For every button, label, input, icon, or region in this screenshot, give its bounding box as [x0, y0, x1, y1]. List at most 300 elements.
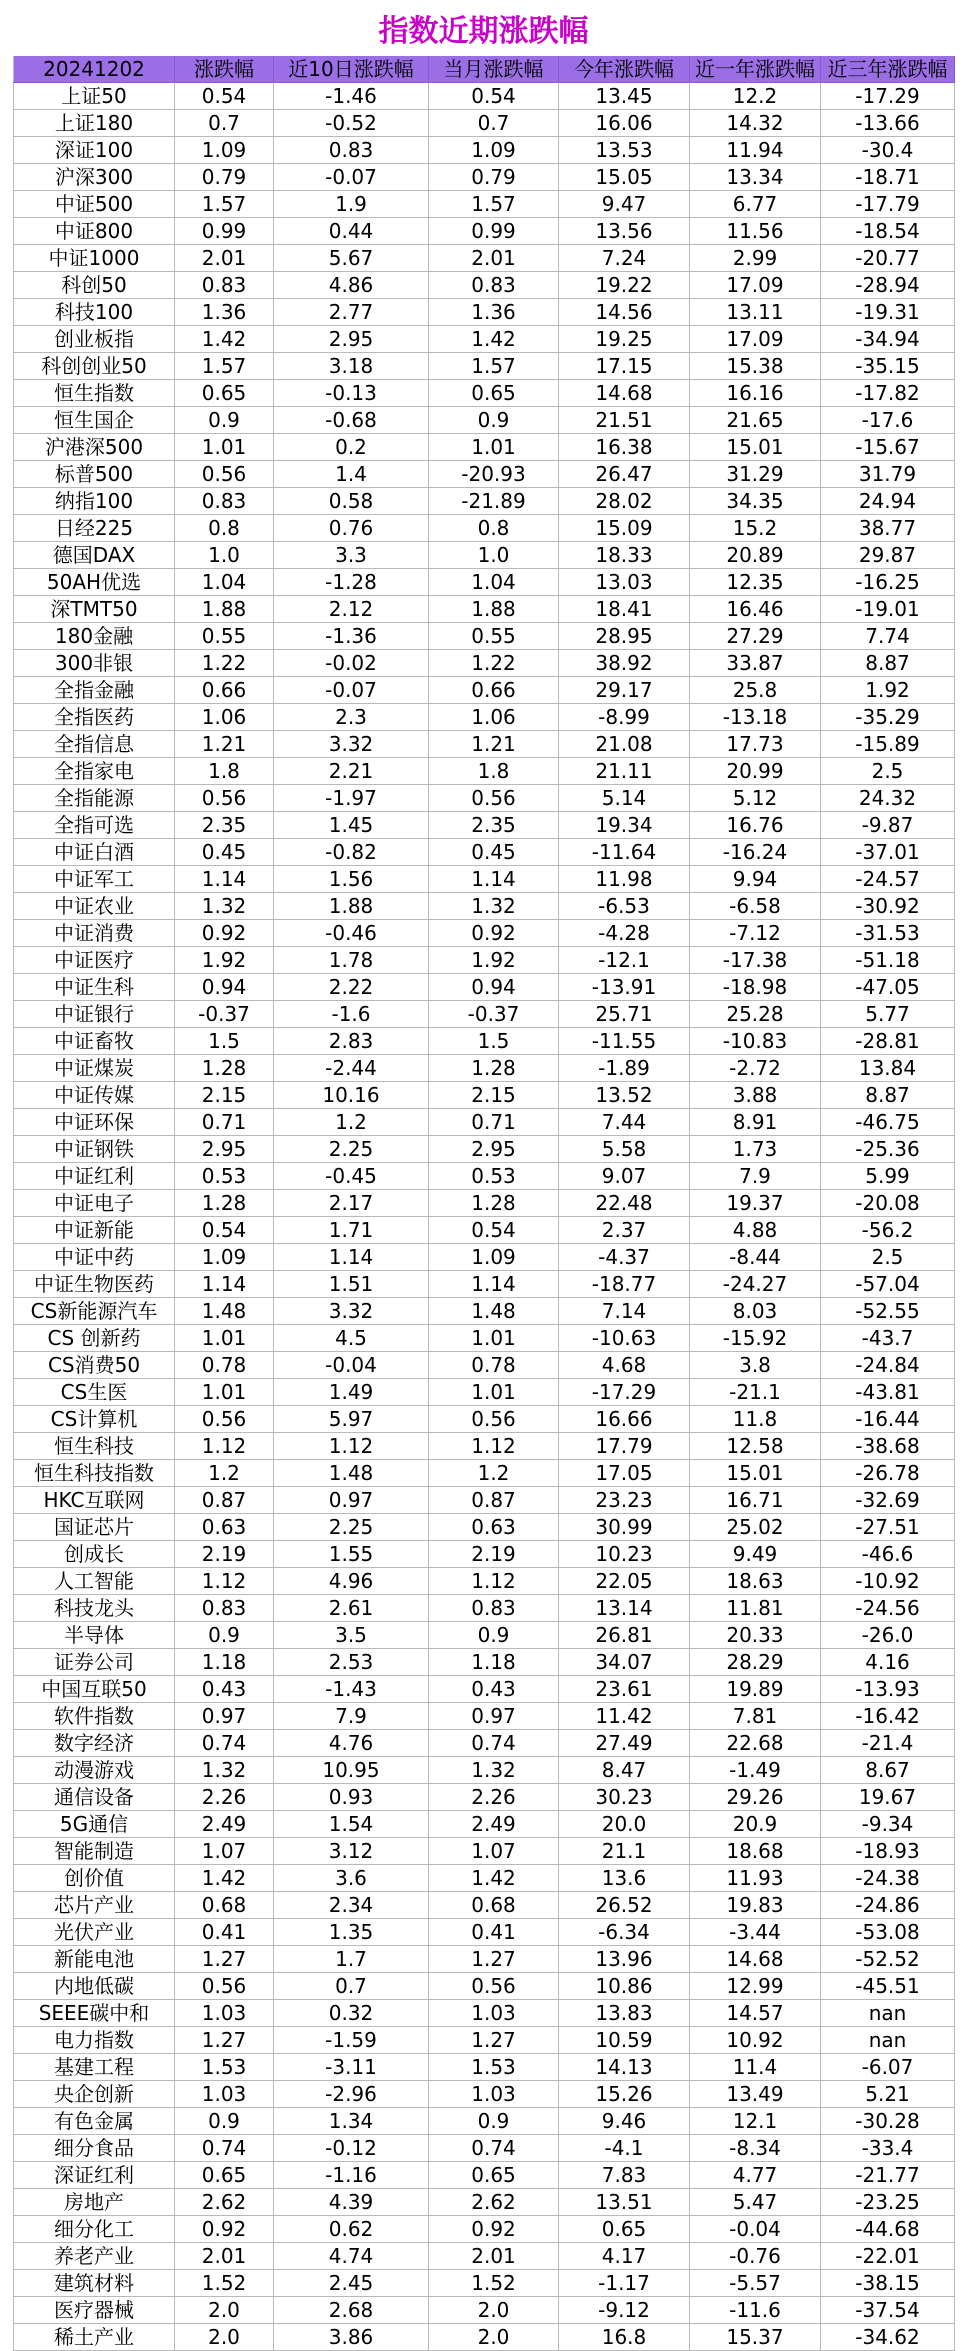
table-row — [14, 1757, 955, 1784]
value-cell: 1.0 — [175, 542, 274, 569]
value-cell: 0.83 — [429, 272, 559, 299]
table-row — [14, 1055, 955, 1082]
value-cell: 12.58 — [690, 1433, 821, 1460]
value-cell: 1.71 — [274, 1217, 429, 1244]
index-name-cell: 中证军工 — [14, 866, 175, 893]
index-name-cell: 日经225 — [14, 515, 175, 542]
value-cell: 13.49 — [690, 2081, 821, 2108]
value-cell: 8.87 — [821, 1082, 955, 1109]
value-cell: 0.45 — [175, 839, 274, 866]
table-row — [14, 1460, 955, 1487]
value-cell: 1.9 — [274, 191, 429, 218]
index-name-cell: 基建工程 — [14, 2054, 175, 2081]
value-cell: -2.44 — [274, 1055, 429, 1082]
value-cell: -11.64 — [559, 839, 690, 866]
value-cell: 16.16 — [690, 380, 821, 407]
value-cell: 2.15 — [429, 1082, 559, 1109]
value-cell: 5.47 — [690, 2189, 821, 2216]
value-cell: 1.2 — [274, 1109, 429, 1136]
value-cell: 2.45 — [274, 2270, 429, 2297]
table-row — [14, 866, 955, 893]
value-cell: 5.97 — [274, 1406, 429, 1433]
value-cell: 0.92 — [175, 920, 274, 947]
value-cell: 15.01 — [690, 1460, 821, 1487]
value-cell: 0.41 — [175, 1919, 274, 1946]
value-cell: 5.58 — [559, 1136, 690, 1163]
value-cell: -46.6 — [821, 1541, 955, 1568]
value-cell: 5.14 — [559, 785, 690, 812]
value-cell: 16.46 — [690, 596, 821, 623]
value-cell: 0.71 — [429, 1109, 559, 1136]
value-cell: 1.34 — [274, 2108, 429, 2135]
value-cell: 1.48 — [429, 1298, 559, 1325]
value-cell: 18.68 — [690, 1838, 821, 1865]
value-cell: 0.41 — [429, 1919, 559, 1946]
value-cell: 1.5 — [175, 1028, 274, 1055]
table-row — [14, 1622, 955, 1649]
value-cell: 2.95 — [429, 1136, 559, 1163]
value-cell: -30.4 — [821, 137, 955, 164]
value-cell: 2.01 — [429, 245, 559, 272]
value-cell: 1.22 — [429, 650, 559, 677]
index-name-cell: 恒生国企 — [14, 407, 175, 434]
value-cell: 20.99 — [690, 758, 821, 785]
value-cell: 1.01 — [175, 434, 274, 461]
value-cell: -33.4 — [821, 2135, 955, 2162]
value-cell: 2.53 — [274, 1649, 429, 1676]
value-cell: 0.74 — [429, 1730, 559, 1757]
index-name-cell: 养老产业 — [14, 2243, 175, 2270]
value-cell: -22.01 — [821, 2243, 955, 2270]
value-cell: 20.0 — [559, 1811, 690, 1838]
table-row — [14, 704, 955, 731]
value-cell: 0.9 — [175, 1622, 274, 1649]
value-cell: -0.46 — [274, 920, 429, 947]
value-cell: 23.23 — [559, 1487, 690, 1514]
table-row — [14, 2270, 955, 2297]
value-cell: 2.0 — [175, 2324, 274, 2351]
value-cell: -21.77 — [821, 2162, 955, 2189]
index-name-cell: 数字经济 — [14, 1730, 175, 1757]
value-cell: 34.35 — [690, 488, 821, 515]
table-row — [14, 1217, 955, 1244]
value-cell: 19.22 — [559, 272, 690, 299]
value-cell: 15.05 — [559, 164, 690, 191]
value-cell: -26.0 — [821, 1622, 955, 1649]
value-cell: -35.15 — [821, 353, 955, 380]
value-cell: 30.23 — [559, 1784, 690, 1811]
value-cell: 4.86 — [274, 272, 429, 299]
value-cell: 0.43 — [175, 1676, 274, 1703]
value-cell: 19.37 — [690, 1190, 821, 1217]
value-cell: 2.01 — [175, 2243, 274, 2270]
value-cell: -6.53 — [559, 893, 690, 920]
table-row — [14, 812, 955, 839]
value-cell: 1.03 — [175, 2000, 274, 2027]
value-cell: -0.04 — [690, 2216, 821, 2243]
index-name-cell: 半导体 — [14, 1622, 175, 1649]
value-cell: -15.92 — [690, 1325, 821, 1352]
value-cell: -1.17 — [559, 2270, 690, 2297]
index-name-cell: 中证消费 — [14, 920, 175, 947]
index-name-cell: 有色金属 — [14, 2108, 175, 2135]
table-row — [14, 434, 955, 461]
value-cell: -10.83 — [690, 1028, 821, 1055]
value-cell: -9.12 — [559, 2297, 690, 2324]
index-name-cell: 德国DAX — [14, 542, 175, 569]
value-cell: 1.09 — [175, 1244, 274, 1271]
table-row — [14, 1163, 955, 1190]
value-cell: 0.32 — [274, 2000, 429, 2027]
value-cell: -20.93 — [429, 461, 559, 488]
value-cell: 2.37 — [559, 1217, 690, 1244]
index-name-cell: 内地低碳 — [14, 1973, 175, 2000]
value-cell: -24.86 — [821, 1892, 955, 1919]
index-name-cell: 中证800 — [14, 218, 175, 245]
value-cell: 1.36 — [429, 299, 559, 326]
index-name-cell: 恒生科技 — [14, 1433, 175, 1460]
value-cell: -1.89 — [559, 1055, 690, 1082]
value-cell: 0.9 — [429, 2108, 559, 2135]
value-cell: 0.53 — [175, 1163, 274, 1190]
value-cell: 2.19 — [175, 1541, 274, 1568]
value-cell: 3.32 — [274, 1298, 429, 1325]
value-cell: -43.81 — [821, 1379, 955, 1406]
value-cell: 25.28 — [690, 1001, 821, 1028]
value-cell: 0.94 — [429, 974, 559, 1001]
table-row — [14, 1595, 955, 1622]
value-cell: 2.49 — [429, 1811, 559, 1838]
value-cell: 3.88 — [690, 1082, 821, 1109]
value-cell: 0.7 — [274, 1973, 429, 2000]
table-row — [14, 1838, 955, 1865]
value-cell: 0.56 — [175, 785, 274, 812]
value-cell: 1.56 — [274, 866, 429, 893]
value-cell: 7.9 — [690, 1163, 821, 1190]
value-cell: -7.12 — [690, 920, 821, 947]
index-name-cell: 细分化工 — [14, 2216, 175, 2243]
value-cell: 4.74 — [274, 2243, 429, 2270]
value-cell: 1.14 — [175, 866, 274, 893]
value-cell: 14.56 — [559, 299, 690, 326]
index-name-cell: 中国互联50 — [14, 1676, 175, 1703]
table-row — [14, 920, 955, 947]
value-cell: 1.14 — [274, 1244, 429, 1271]
value-cell: 12.2 — [690, 83, 821, 110]
value-cell: 0.9 — [175, 407, 274, 434]
value-cell: 15.09 — [559, 515, 690, 542]
value-cell: 2.62 — [429, 2189, 559, 2216]
value-cell: -17.29 — [821, 83, 955, 110]
index-name-cell: 全指可选 — [14, 812, 175, 839]
value-cell: 0.56 — [429, 1406, 559, 1433]
value-cell: 3.86 — [274, 2324, 429, 2351]
index-name-cell: 人工智能 — [14, 1568, 175, 1595]
value-cell: 0.66 — [175, 677, 274, 704]
value-cell: -18.98 — [690, 974, 821, 1001]
index-name-cell: SEEE碳中和 — [14, 2000, 175, 2027]
value-cell: 0.63 — [175, 1514, 274, 1541]
value-cell: 30.99 — [559, 1514, 690, 1541]
value-cell: 0.65 — [559, 2216, 690, 2243]
value-cell: 17.09 — [690, 272, 821, 299]
value-cell: -34.94 — [821, 326, 955, 353]
value-cell: -43.7 — [821, 1325, 955, 1352]
value-cell: 17.05 — [559, 1460, 690, 1487]
value-cell: -17.79 — [821, 191, 955, 218]
value-cell: 1.54 — [274, 1811, 429, 1838]
value-cell: -34.62 — [821, 2324, 955, 2351]
value-cell: 8.87 — [821, 650, 955, 677]
header-row — [14, 56, 955, 83]
value-cell: -3.11 — [274, 2054, 429, 2081]
value-cell: -5.57 — [690, 2270, 821, 2297]
value-cell: 1.78 — [274, 947, 429, 974]
value-cell: 13.6 — [559, 1865, 690, 1892]
index-name-cell: 恒生科技指数 — [14, 1460, 175, 1487]
value-cell: 12.99 — [690, 1973, 821, 2000]
value-cell: -16.42 — [821, 1703, 955, 1730]
value-cell: 1.92 — [821, 677, 955, 704]
value-cell: -1.16 — [274, 2162, 429, 2189]
value-cell: 0.87 — [429, 1487, 559, 1514]
value-cell: 9.07 — [559, 1163, 690, 1190]
value-cell: 19.83 — [690, 1892, 821, 1919]
value-cell: -30.28 — [821, 2108, 955, 2135]
value-cell: 15.01 — [690, 434, 821, 461]
value-cell: 2.26 — [175, 1784, 274, 1811]
value-cell: 24.32 — [821, 785, 955, 812]
value-cell: 0.92 — [429, 2216, 559, 2243]
value-cell: 20.9 — [690, 1811, 821, 1838]
table-row — [14, 785, 955, 812]
value-cell: 1.03 — [175, 2081, 274, 2108]
value-cell: 4.39 — [274, 2189, 429, 2216]
index-name-cell: 中证传媒 — [14, 1082, 175, 1109]
index-name-cell: 深证100 — [14, 137, 175, 164]
table-row — [14, 893, 955, 920]
index-name-cell: 全指家电 — [14, 758, 175, 785]
value-cell: 0.71 — [175, 1109, 274, 1136]
value-cell: 2.35 — [429, 812, 559, 839]
value-cell: 7.74 — [821, 623, 955, 650]
value-cell: 9.46 — [559, 2108, 690, 2135]
table-row — [14, 326, 955, 353]
value-cell: -28.81 — [821, 1028, 955, 1055]
value-cell: 0.58 — [274, 488, 429, 515]
table-row — [14, 650, 955, 677]
value-cell: 1.42 — [175, 1865, 274, 1892]
value-cell: 7.83 — [559, 2162, 690, 2189]
value-cell: 1.4 — [274, 461, 429, 488]
index-name-cell: 房地产 — [14, 2189, 175, 2216]
table-row — [14, 2135, 955, 2162]
table-row — [14, 1784, 955, 1811]
value-cell: 1.03 — [429, 2081, 559, 2108]
value-cell: 1.48 — [274, 1460, 429, 1487]
value-cell: 1.09 — [175, 137, 274, 164]
value-cell: 0.54 — [175, 1217, 274, 1244]
value-cell: 1.42 — [429, 326, 559, 353]
table-row — [14, 1001, 955, 1028]
value-cell: -56.2 — [821, 1217, 955, 1244]
value-cell: 7.9 — [274, 1703, 429, 1730]
value-cell: 10.92 — [690, 2027, 821, 2054]
value-cell: -24.56 — [821, 1595, 955, 1622]
value-cell: 21.11 — [559, 758, 690, 785]
value-cell: 0.94 — [175, 974, 274, 1001]
table-row — [14, 1379, 955, 1406]
value-cell: 13.34 — [690, 164, 821, 191]
value-cell: 0.83 — [175, 272, 274, 299]
index-name-cell: 中证农业 — [14, 893, 175, 920]
value-cell: 1.27 — [429, 1946, 559, 1973]
value-cell: 16.71 — [690, 1487, 821, 1514]
value-cell: -0.37 — [175, 1001, 274, 1028]
table-row — [14, 623, 955, 650]
value-cell: 7.14 — [559, 1298, 690, 1325]
value-cell: 2.83 — [274, 1028, 429, 1055]
value-cell: -25.36 — [821, 1136, 955, 1163]
value-cell: 34.07 — [559, 1649, 690, 1676]
index-name-cell: 中证生物医药 — [14, 1271, 175, 1298]
value-cell: -9.87 — [821, 812, 955, 839]
value-cell: 1.22 — [175, 650, 274, 677]
table-row — [14, 218, 955, 245]
value-cell: 1.57 — [429, 191, 559, 218]
value-cell: 12.35 — [690, 569, 821, 596]
value-cell: -1.6 — [274, 1001, 429, 1028]
value-cell: 1.14 — [429, 1271, 559, 1298]
value-cell: -8.34 — [690, 2135, 821, 2162]
value-cell: 0.83 — [175, 1595, 274, 1622]
value-cell: 2.95 — [274, 326, 429, 353]
value-cell: 38.77 — [821, 515, 955, 542]
table-header — [14, 56, 955, 83]
value-cell: 2.77 — [274, 299, 429, 326]
value-cell: 11.81 — [690, 1595, 821, 1622]
value-cell: 1.32 — [429, 893, 559, 920]
value-cell: 0.9 — [429, 407, 559, 434]
value-cell: -16.44 — [821, 1406, 955, 1433]
value-cell: 11.8 — [690, 1406, 821, 1433]
value-cell: 17.09 — [690, 326, 821, 353]
value-cell: -24.84 — [821, 1352, 955, 1379]
table-row — [14, 515, 955, 542]
value-cell: 7.24 — [559, 245, 690, 272]
value-cell: -37.54 — [821, 2297, 955, 2324]
value-cell: 0.92 — [175, 2216, 274, 2243]
value-cell: -47.05 — [821, 974, 955, 1001]
value-cell: -15.67 — [821, 434, 955, 461]
value-cell: -17.6 — [821, 407, 955, 434]
value-cell: 1.42 — [175, 326, 274, 353]
value-cell: 31.79 — [821, 461, 955, 488]
value-cell: 1.32 — [175, 893, 274, 920]
table-body — [14, 83, 955, 2351]
value-cell: 22.68 — [690, 1730, 821, 1757]
value-cell: 1.53 — [175, 2054, 274, 2081]
value-cell: -1.36 — [274, 623, 429, 650]
table-row — [14, 731, 955, 758]
value-cell: 14.57 — [690, 2000, 821, 2027]
column-header: 20241202 — [14, 56, 175, 83]
value-cell: 1.04 — [175, 569, 274, 596]
value-cell: 0.55 — [429, 623, 559, 650]
value-cell: 1.14 — [175, 1271, 274, 1298]
index-name-cell: 建筑材料 — [14, 2270, 175, 2297]
value-cell: 2.5 — [821, 1244, 955, 1271]
value-cell: 14.13 — [559, 2054, 690, 2081]
value-cell: 18.63 — [690, 1568, 821, 1595]
value-cell: -2.96 — [274, 2081, 429, 2108]
value-cell: 0.74 — [175, 2135, 274, 2162]
value-cell: -46.75 — [821, 1109, 955, 1136]
index-name-cell: 深TMT50 — [14, 596, 175, 623]
table-row — [14, 2324, 955, 2351]
value-cell: 14.68 — [559, 380, 690, 407]
value-cell: 14.32 — [690, 110, 821, 137]
value-cell: -17.82 — [821, 380, 955, 407]
index-name-cell: 50AH优选 — [14, 569, 175, 596]
column-header: 今年涨跌幅 — [559, 56, 690, 83]
value-cell: 0.97 — [274, 1487, 429, 1514]
index-name-cell: 中证白酒 — [14, 839, 175, 866]
value-cell: 28.95 — [559, 623, 690, 650]
value-cell: 1.42 — [429, 1865, 559, 1892]
value-cell: 0.68 — [429, 1892, 559, 1919]
table-row — [14, 461, 955, 488]
value-cell: 1.12 — [175, 1568, 274, 1595]
value-cell: 1.51 — [274, 1271, 429, 1298]
value-cell: 1.06 — [429, 704, 559, 731]
value-cell: 0.74 — [429, 2135, 559, 2162]
value-cell: -16.24 — [690, 839, 821, 866]
value-cell: -11.55 — [559, 1028, 690, 1055]
value-cell: 1.21 — [175, 731, 274, 758]
value-cell: 0.65 — [175, 380, 274, 407]
table-row — [14, 2216, 955, 2243]
value-cell: 8.67 — [821, 1757, 955, 1784]
index-name-cell: 沪深300 — [14, 164, 175, 191]
value-cell: 1.27 — [175, 1946, 274, 1973]
value-cell: -4.37 — [559, 1244, 690, 1271]
value-cell: 3.8 — [690, 1352, 821, 1379]
value-cell: -19.31 — [821, 299, 955, 326]
index-name-cell: CS计算机 — [14, 1406, 175, 1433]
value-cell: 0.99 — [429, 218, 559, 245]
index-name-cell: CS 创新药 — [14, 1325, 175, 1352]
value-cell: -18.93 — [821, 1838, 955, 1865]
value-cell: 2.12 — [274, 596, 429, 623]
table-row — [14, 2162, 955, 2189]
table-row — [14, 407, 955, 434]
value-cell: 18.41 — [559, 596, 690, 623]
value-cell: 15.38 — [690, 353, 821, 380]
value-cell: 1.88 — [175, 596, 274, 623]
value-cell: 7.81 — [690, 1703, 821, 1730]
value-cell: -0.45 — [274, 1163, 429, 1190]
value-cell: 5.12 — [690, 785, 821, 812]
value-cell: 3.3 — [274, 542, 429, 569]
value-cell: 0.65 — [175, 2162, 274, 2189]
value-cell: 2.5 — [821, 758, 955, 785]
value-cell: 25.8 — [690, 677, 821, 704]
value-cell: 1.73 — [690, 1136, 821, 1163]
value-cell: 1.92 — [175, 947, 274, 974]
value-cell: 11.56 — [690, 218, 821, 245]
value-cell: 2.19 — [429, 1541, 559, 1568]
